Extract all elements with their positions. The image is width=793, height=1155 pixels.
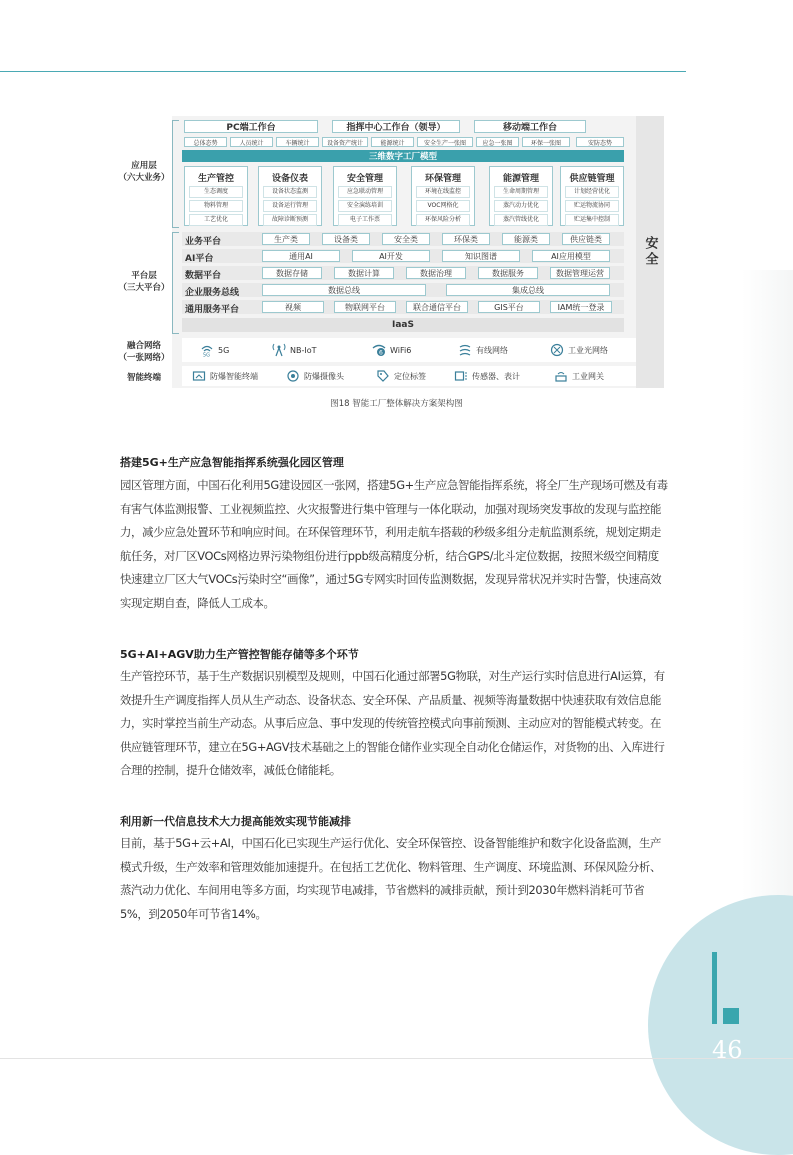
safety-column <box>636 116 664 388</box>
network-item <box>272 343 317 357</box>
platform-item: 数据治理 <box>406 267 466 279</box>
layer-label-network: 融合网络 （一张网络） <box>118 341 170 363</box>
business-item: 故障诊断预测 <box>263 214 317 226</box>
wifi6-icon <box>372 343 386 357</box>
layer-label-platform: 平台层 （三大平台） <box>118 271 170 293</box>
top-item: 车辆统计 <box>276 137 319 147</box>
page-number: 46 <box>712 1036 743 1064</box>
platform-label: 数据平台 <box>185 271 222 281</box>
business-block <box>258 166 322 226</box>
terminal-item <box>554 369 604 383</box>
top-item: 设备资产统计 <box>322 137 368 147</box>
platform-item: AI应用模型 <box>532 250 610 262</box>
decorative-circle <box>648 895 793 1155</box>
terminal-label: 防爆智能终端 <box>210 371 258 381</box>
top-rule <box>0 71 686 72</box>
business-item: 设备状态监测 <box>263 186 317 198</box>
top-item: 总体态势 <box>184 137 227 147</box>
network-label: 5G <box>218 345 230 355</box>
business-item: VOC网格化 <box>416 200 470 212</box>
top-item: 应急一张图 <box>476 137 519 147</box>
terminal-label: 定位标签 <box>394 371 426 381</box>
decorative-square <box>723 1008 739 1024</box>
layer-label-app: 应用层 （六大业务） <box>118 161 170 183</box>
workbench-mobile: 移动端工作台 <box>474 120 586 133</box>
terminal-item <box>376 369 426 383</box>
decorative-band <box>742 270 793 930</box>
business-title: 生产管控 <box>197 174 234 184</box>
business-title: 能源管理 <box>502 174 539 184</box>
business-title: 设备仪表 <box>271 174 308 184</box>
terminal-item <box>192 369 258 383</box>
terminal-label: 防爆摄像头 <box>304 371 344 381</box>
brace-platform <box>172 232 179 334</box>
network-label: WiFi6 <box>390 345 412 355</box>
section-heading: 搭建5G+生产应急智能指挥系统强化园区管理 <box>120 456 344 469</box>
platform-label: AI平台 <box>185 254 214 264</box>
platform-item: IAM统一登录 <box>550 301 612 313</box>
platform-item: 数据存储 <box>262 267 322 279</box>
decorative-bar <box>712 952 717 1024</box>
platform-label: 企业服务总线 <box>185 288 240 298</box>
wifi-5g-icon <box>200 343 214 357</box>
digital-twin-bar: 三维数字工厂模型 <box>182 150 624 162</box>
business-title: 安全管理 <box>346 174 383 184</box>
business-item: 设备运行管理 <box>263 200 317 212</box>
top-item: 人员统计 <box>230 137 273 147</box>
network-item <box>458 343 508 357</box>
workbench-pc: PC端工作台 <box>184 120 318 133</box>
business-title: 供应链管理 <box>569 174 615 184</box>
workbench-command: 指挥中心工作台（领导） <box>332 120 460 133</box>
platform-item: 数据服务 <box>478 267 538 279</box>
terminal-item <box>454 369 520 383</box>
network-label: NB-IoT <box>290 345 317 355</box>
business-item: 应急联动管理 <box>338 186 392 198</box>
gateway-icon <box>554 369 568 383</box>
platform-item: 知识图谱 <box>442 250 520 262</box>
section-body: 园区管理方面，中国石化利用5G建设园区一张网，搭建5G+生产应急智能指挥系统，将全厂生产现场可燃及有毒有害气体监测报警、工业视频监控、火灾报警进行集中管理与一体化联动，加强对现场突发事故的发现与监控能力，减少应急处置环节和响应时间。在环保管理环节，利用走航车搭载的秒级多组分走航监测系统，规划定期走航任务，对厂区VOCs网格边界污染物组份进行ppb级高精度分析，结合GPS/北斗定位数据，按照米级空间精度快速建立厂区大气VOCs污染时空“画像”，通过5G专网实时回传监测数据，发现异常状况并实时告警，快速高效实现定期自查，降低人工成本。 <box>120 478 668 610</box>
top-item: 安防态势 <box>576 137 624 147</box>
tag-icon <box>376 369 390 383</box>
svg-text:5G: 5G <box>203 352 211 357</box>
business-item: 蒸汽动力优化 <box>494 200 548 212</box>
business-item: 生态调度 <box>189 186 243 198</box>
business-item: 物料管理 <box>189 200 243 212</box>
wired-network-icon <box>458 343 472 357</box>
platform-item: 集成总线 <box>446 284 610 296</box>
platform-item: 能源类 <box>502 233 550 245</box>
network-label: 工业光网络 <box>568 345 608 355</box>
business-item: 贮运集中控制 <box>565 214 619 226</box>
business-block <box>411 166 475 226</box>
top-item: 能源统计 <box>371 137 414 147</box>
section-body: 生产管控环节，基于生产数据识别模型及规则，中国石化通过部署5G物联，对生产运行实时信息进行AI运算，有效提升生产调度指挥人员从生产动态、设备状态、安全环保、产品质量、视频等海量数据中快速获取有效信息能力，实时掌控当前生产动态。从事后应急、事中发现的传统管控模式向事前预测、主动应对的智能模式转变。在供应链管理环节，建立在5G+AGV技术基础之上的智能仓储作业实现全自动化仓储运作，对货物的出、入库进行合理的控制，提升仓储效率，减低仓储能耗。 <box>120 669 665 778</box>
network-item <box>372 343 411 357</box>
sensor-icon <box>454 369 468 383</box>
bottom-rule <box>0 1058 793 1059</box>
business-block <box>560 166 624 226</box>
platform-item: 联合通信平台 <box>406 301 468 313</box>
platform-item: 数据计算 <box>334 267 394 279</box>
platform-item: 视频 <box>262 301 324 313</box>
camera-icon <box>286 369 300 383</box>
optical-network-icon <box>550 343 564 357</box>
business-item: 电子工作票 <box>338 214 392 226</box>
business-block <box>489 166 553 226</box>
brace-app <box>172 120 179 228</box>
platform-item: 通用AI <box>262 250 340 262</box>
platform-item: 安全类 <box>382 233 430 245</box>
platform-item: 数据总线 <box>262 284 426 296</box>
business-item: 生命周期管理 <box>494 186 548 198</box>
business-block <box>333 166 397 226</box>
terminal-label: 传感器、表计 <box>472 371 520 381</box>
top-item: 环保一张图 <box>522 137 570 147</box>
network-item <box>550 343 608 357</box>
nbiot-icon <box>272 343 286 357</box>
figure-caption: 图18 智能工厂整体解决方案架构图 <box>330 399 463 409</box>
business-item: 贮运物流协同 <box>565 200 619 212</box>
svg-text:6: 6 <box>379 349 383 357</box>
iaas-bar: IaaS <box>182 318 624 332</box>
business-item: 工艺优化 <box>189 214 243 226</box>
platform-item: 设备类 <box>322 233 370 245</box>
platform-item: 供应链类 <box>562 233 610 245</box>
section-heading: 5G+AI+AGV助力生产管控智能存储等多个环节 <box>120 648 359 661</box>
platform-label: 业务平台 <box>185 237 222 247</box>
layer-label-terminal: 智能终端 <box>126 373 161 383</box>
section-heading: 利用新一代信息技术大力提高能效实现节能减排 <box>120 815 351 828</box>
business-block <box>184 166 248 226</box>
platform-item: 生产类 <box>262 233 310 245</box>
terminal-item <box>286 369 344 383</box>
network-label: 有线网络 <box>476 345 508 355</box>
platform-item: 物联网平台 <box>334 301 396 313</box>
business-item: 环保风险分析 <box>416 214 470 226</box>
terminal-icon <box>192 369 206 383</box>
network-item <box>200 343 229 357</box>
business-item: 环境在线监控 <box>416 186 470 198</box>
business-title: 环保管理 <box>424 174 461 184</box>
terminal-label: 工业网关 <box>572 371 604 381</box>
business-item: 蒸汽管线优化 <box>494 214 548 226</box>
business-item: 安全演练培训 <box>338 200 392 212</box>
platform-item: 数据管理运营 <box>550 267 610 279</box>
safety-label: 安全 <box>642 236 658 268</box>
platform-label: 通用服务平台 <box>185 305 240 315</box>
platform-item: 环保类 <box>442 233 490 245</box>
platform-item: AI开发 <box>352 250 430 262</box>
section-body: 目前，基于5G+云+AI，中国石化已实现生产运行优化、安全环保管控、设备智能维护和数字化设备监测，生产模式升级，生产效率和管理效能加速提升。在包括工艺优化、物料管理、生产调度、环境监测、环保风险分析、蒸汽动力优化、车间用电等多方面，均实现节电减排，节省燃料的减排贡献，预计到2030年燃料消耗可节省5%，到2050年可节省14%。 <box>120 836 662 921</box>
platform-item: GIS平台 <box>478 301 540 313</box>
business-item: 计划经营优化 <box>565 186 619 198</box>
top-item: 安全生产一张图 <box>417 137 473 147</box>
